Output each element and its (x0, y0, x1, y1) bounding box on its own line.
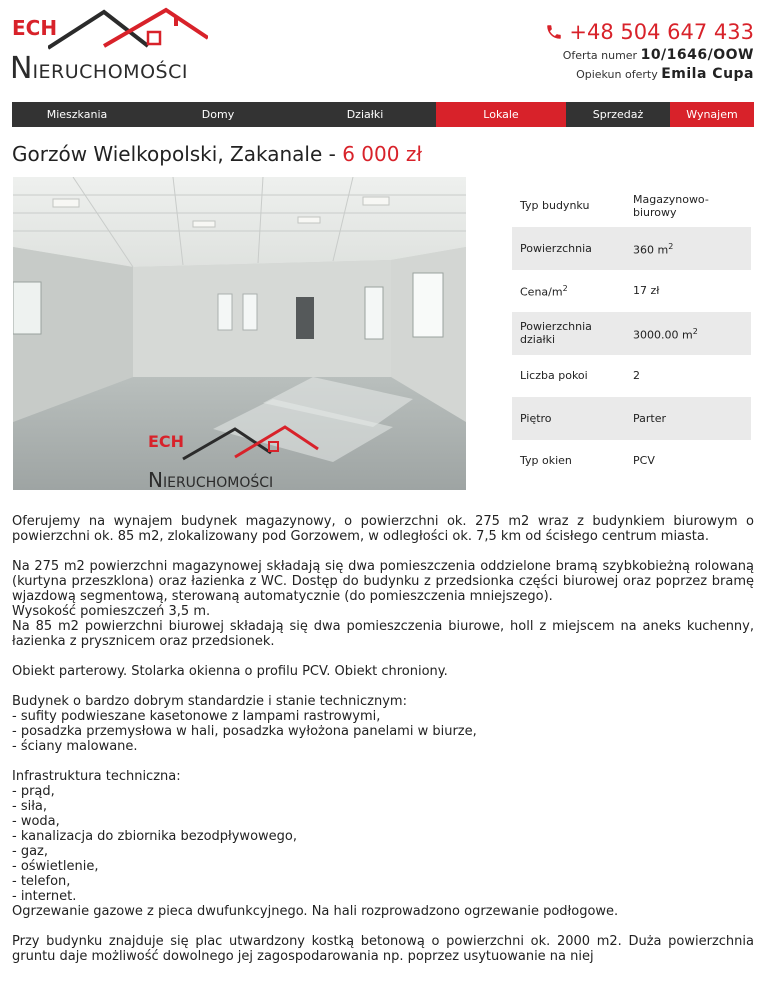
agent-label: Opiekun oferty (576, 68, 658, 81)
detail-value: Parter (633, 411, 667, 425)
offer-label: Oferta numer (562, 49, 638, 62)
description-line: - oświetlenie, (12, 859, 99, 874)
detail-label (512, 282, 625, 299)
detail-label: Typ budynku (520, 199, 590, 212)
description-paragraph: Przy budynku znajduje się plac utwardzony kostką betonową o powierzchni ok. 2000 m2. Duża powierzchnia gruntu daje możliwość dowolnego jej zagospodarowania np. poprzez usytuowanie na niej (12, 934, 754, 964)
logo-rest: IERUCHOMOŚCI (32, 61, 188, 83)
detail-row-liczba-pokoi (512, 354, 751, 397)
description-line: - sufity podwieszane kasetonowe z lampami rastrowymi, (12, 709, 381, 724)
listing-title (12, 142, 422, 166)
detail-row-pietro (512, 397, 751, 440)
detail-row-typ-budynku (512, 184, 751, 227)
watermark-initial: N (148, 468, 163, 490)
detail-label: Piętro (520, 411, 552, 425)
description-list-standard (12, 694, 754, 754)
contact-block (545, 20, 754, 82)
description-paragraph: Oferujemy na wynajem budynek magazynowy, o powierzchni ok. 275 m2 wraz z budynkiem biurowym o powierzchni ok. 85 m2, zlokalizowany pod Gorzowem, w odległości ok. 7,5 km od ścisłego centrum miasta. (12, 514, 754, 544)
nav-item-lokale[interactable]: Lokale (436, 102, 566, 127)
site-logo[interactable] (10, 6, 210, 86)
description-line: - kanalizacja do zbiornika bezodpływowego, (12, 829, 297, 844)
watermark-rest: IERUCHOMOŚCI (162, 475, 274, 490)
main-nav (12, 102, 754, 127)
detail-value (625, 240, 751, 257)
description-paragraph: Obiekt parterowy. Stolarka okienna o profilu PCV. Obiekt chroniony. (12, 664, 448, 679)
description-line: - posadzka przemysłowa w hali, posadzka wyłożona panelami w biurze, (12, 724, 477, 739)
listing-price: 6 000 zł (342, 142, 422, 166)
detail-label: Powierzchnia (520, 241, 592, 255)
detail-label: Typ okien (520, 454, 572, 467)
detail-row-cena-m2 (512, 269, 751, 312)
detail-value-text: 3000.00 m (633, 328, 693, 342)
site-header (0, 0, 768, 100)
nav-item-domy[interactable]: Domy (201, 108, 235, 121)
logo-ech-text: ECH (12, 16, 58, 40)
logo-initial: N (10, 51, 33, 86)
description-line: - telefon, (12, 874, 71, 889)
nav-item-sprzedaz[interactable]: Sprzedaż (592, 108, 644, 121)
nav-item-wynajem[interactable]: Wynajem (670, 102, 754, 127)
listing-photo[interactable] (13, 177, 466, 490)
description-line: - prąd, (12, 784, 55, 799)
detail-value: 17 zł (633, 284, 660, 297)
agent-name: Emila Cupa (661, 66, 754, 82)
detail-value: PCV (633, 454, 655, 467)
detail-row-powierzchnia (512, 227, 751, 270)
house-roof-icon (48, 6, 208, 56)
detail-label-sup: 2 (562, 284, 568, 294)
detail-row-typ-okien (512, 439, 751, 482)
offer-number: 10/1646/OOW (640, 47, 754, 63)
logo-name (10, 51, 188, 86)
detail-value-sup: 2 (668, 241, 674, 251)
nav-item-dzialki[interactable]: Działki (346, 108, 384, 121)
detail-label: Liczba pokoi (520, 369, 588, 382)
phone-text: +48 504 647 433 (569, 20, 754, 44)
description-line: - gaz, (12, 844, 48, 859)
offer-number-line (545, 47, 754, 63)
detail-label: Powierzchnia działki (520, 320, 592, 346)
detail-value (625, 325, 751, 342)
description-line: - woda, (12, 814, 60, 829)
description-list-infrastructure (12, 769, 754, 919)
warehouse-interior-image (13, 177, 466, 490)
detail-value: Magazynowo-biurowy (633, 192, 709, 219)
details-table (512, 184, 751, 482)
description-text: Wysokość pomieszczeń 3,5 m. (12, 604, 211, 619)
description-text: Na 275 m2 powierzchni magazynowej składają się dwa pomieszczenia oddzielone bramą szybkobieżną rolowaną (kurtyna przeszklona) oraz łazienka z WC. Dostęp do budynku z przedsionka części biurowej oraz poprzez bramę wjazdową segmentową, sterowaną automatycznie (do pomieszczenia mniejszego). (12, 559, 754, 604)
listing-description (12, 514, 754, 979)
detail-value-text: 360 m (633, 243, 669, 257)
detail-value: 2 (633, 369, 640, 382)
detail-label-text: Cena/m (520, 285, 563, 299)
description-line: Infrastruktura techniczna: (12, 769, 181, 784)
description-line: - internet. (12, 889, 77, 904)
detail-value-sup: 2 (692, 326, 698, 336)
listing-location: Gorzów Wielkopolski, Zakanale - (12, 142, 343, 166)
agent-line (545, 66, 754, 82)
phone-number-link[interactable] (545, 20, 754, 44)
description-line: Ogrzewanie gazowe z pieca dwufunkcyjnego. Na hali rozprowadzono ogrzewanie podłogowe. (12, 904, 619, 919)
nav-item-mieszkania[interactable]: Mieszkania (46, 108, 108, 121)
description-line: - ściany malowane. (12, 739, 138, 754)
description-text: Na 85 m2 powierzchni biurowej składają się dwa pomieszczenia biurowe, holl z miejscem na aneks kuchenny, łazienka z prysznicem oraz przedsionek. (12, 619, 754, 649)
description-line: Budynek o bardzo dobrym standardzie i stanie technicznym: (12, 694, 407, 709)
detail-row-powierzchnia-dzialki (512, 312, 751, 355)
description-line: - siła, (12, 799, 48, 814)
watermark-ech: ECH (148, 432, 185, 451)
description-paragraph (12, 559, 754, 649)
phone-icon (545, 23, 563, 41)
